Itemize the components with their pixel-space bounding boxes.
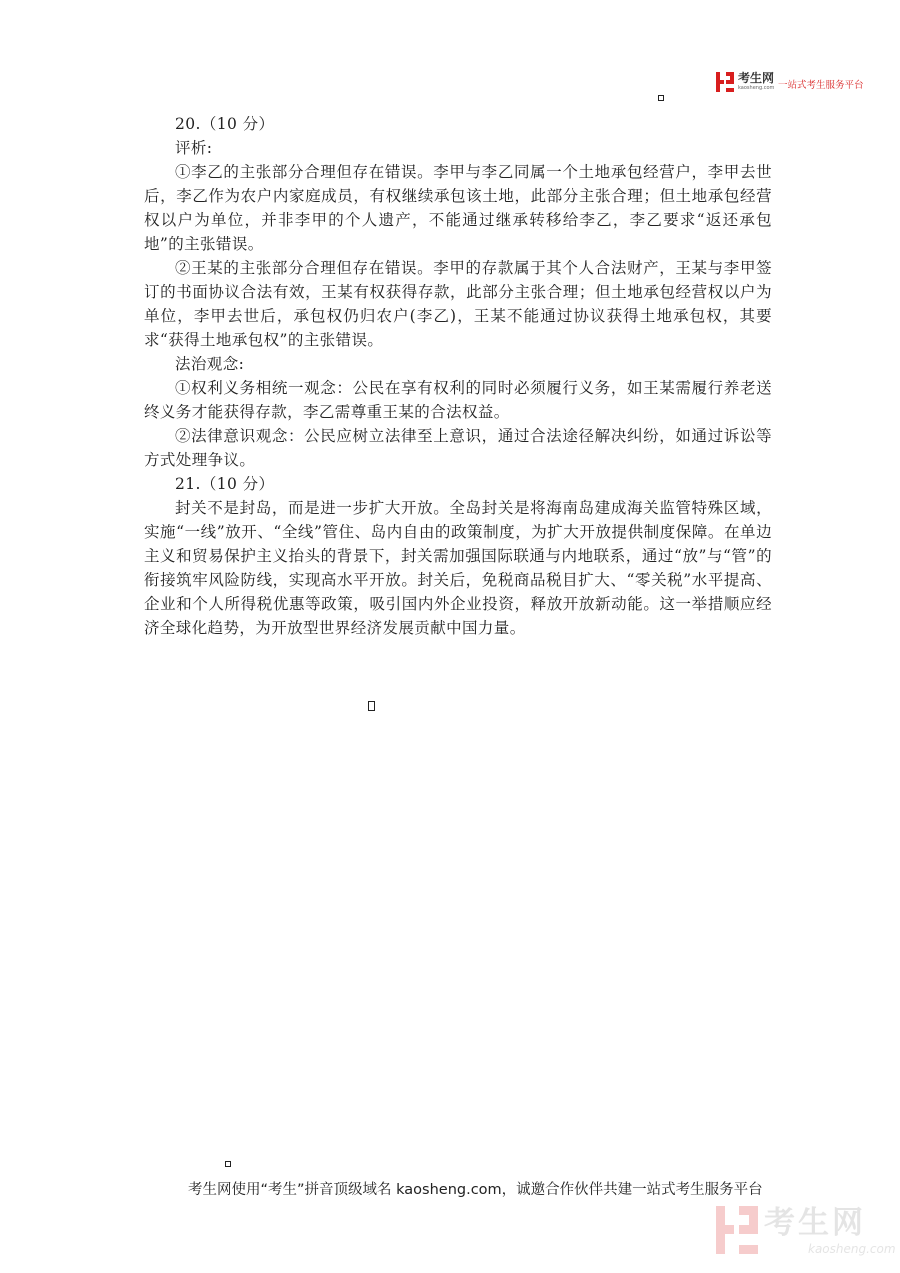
watermark-name: 考生网 bbox=[764, 1205, 866, 1241]
concept-label: 法治观念: bbox=[175, 355, 245, 373]
question-21-answer: 封关不是封岛，而是进一步扩大开放。全岛封关是将海南岛建成海关监管特殊区域，实施“一线”放开、“全线”管住、岛内自由的政策制度，为扩大开放提供制度保障。在单边主义和贸易保护主义抬头的背景下，封关需加强国际联通与内地联系，通过“放”与“管”的衔接筑牢风险防线，实现高水平开放。封关后，免税商品税目扩大、“零关税”水平提高、企业和个人所得税优惠等政策，吸引国内外企业投资，释放开放新动能。这一举措顺应经济全球化趋势，为开放型世界经济发展贡献中国力量。 bbox=[144, 499, 772, 637]
footer-text: 考生网使用“考生”拼音顶级域名 kaosheng.com，诚邀合作伙伴共建一站式考生服务平台 bbox=[188, 1182, 763, 1198]
marker-box bbox=[225, 1161, 231, 1167]
kaosheng-logo-icon bbox=[716, 72, 734, 92]
marker-box bbox=[368, 701, 375, 711]
watermark-domain: kaosheng.com bbox=[808, 1242, 896, 1256]
concept-point-2: ②法律意识观念：公民应树立法律至上意识，通过合法途径解决纠纷，如通过诉讼等方式处理争议。 bbox=[144, 427, 772, 469]
header-logo bbox=[716, 72, 876, 94]
marker-box bbox=[658, 95, 664, 101]
watermark-logo bbox=[716, 1204, 896, 1260]
question-20-heading: 20.（10 分） bbox=[175, 115, 275, 133]
header-slogan: 一站式考生服务平台 bbox=[778, 80, 864, 91]
analysis-point-2: ②王某的主张部分合理但存在错误。李甲的存款属于其个人合法财产，王某与李甲签订的书面协议合法有效，王某有权获得存款，此部分主张合理；但土地承包经营权以户为单位，李甲去世后，承包权仍归农户(李乙)，王某不能通过协议获得土地承包权，其要求“获得土地承包权”的主张错误。 bbox=[144, 259, 772, 349]
question-21-heading: 21.（10 分） bbox=[175, 475, 275, 493]
analysis-label: 评析: bbox=[175, 139, 213, 157]
logo-domain: kaosheng.com bbox=[738, 85, 775, 91]
concept-point-1: ①权利义务相统一观念：公民在享有权利的同时必须履行义务，如王某需履行养老送终义务才能获得存款，李乙需尊重王某的合法权益。 bbox=[144, 379, 772, 421]
answer-content bbox=[144, 112, 772, 640]
analysis-point-1: ①李乙的主张部分合理但存在错误。李甲与李乙同属一个土地承包经营户，李甲去世后，李乙作为农户内家庭成员，有权继续承包该土地，此部分主张合理；但土地承包经营权以户为单位，并非李甲的个人遗产，不能通过继承转移给李乙，李乙要求“返还承包地”的主张错误。 bbox=[144, 163, 772, 253]
kaosheng-watermark-icon bbox=[716, 1206, 758, 1254]
logo-name: 考生网 bbox=[738, 71, 775, 85]
